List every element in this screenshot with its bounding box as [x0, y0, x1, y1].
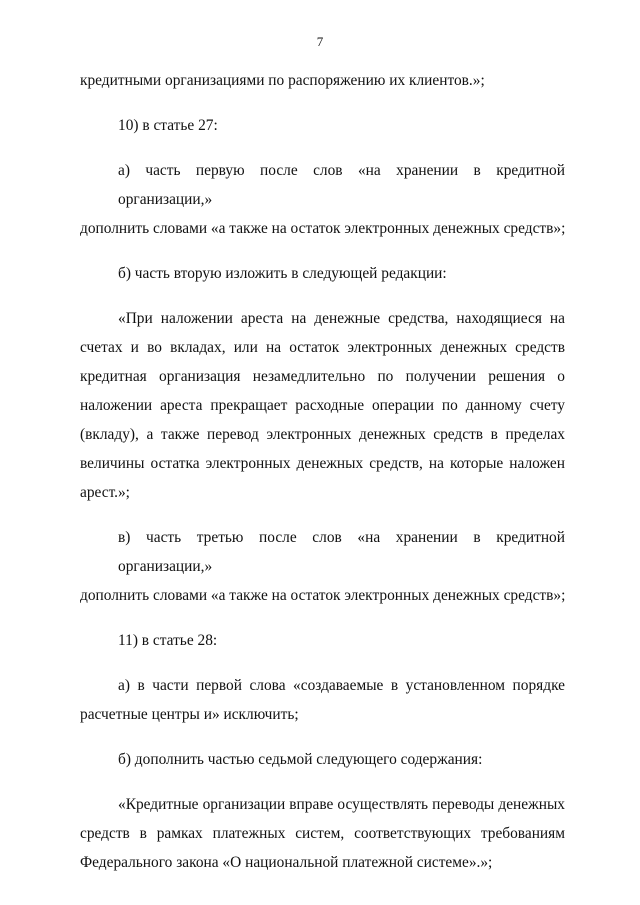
paragraph — [80, 259, 565, 288]
text-line: «Кредитные организации вправе осуществлять переводы денежных — [118, 796, 565, 813]
paragraph — [80, 156, 565, 243]
paragraph — [80, 523, 565, 610]
text-line: арест.»; — [80, 484, 130, 501]
paragraph — [80, 304, 565, 507]
text-line: наложении ареста прекращает расходные операции по данному счету — [80, 397, 565, 414]
text-line: б) часть вторую изложить в следующей редакции: — [118, 265, 447, 282]
paragraph — [80, 111, 565, 140]
text-line: «При наложении ареста на денежные средства, находящиеся на — [118, 310, 565, 327]
text-line: а) в части первой слова «создаваемые в установленном порядке — [118, 677, 565, 694]
text-line: средств в рамках платежных систем, соответствующих требованиям — [80, 825, 565, 842]
text-line: дополнить словами «а также на остаток электронных денежных средств»; — [80, 587, 566, 604]
text-line: в) часть третью после слов «на хранении в кредитной организации,» — [118, 529, 565, 575]
text-line: кредитными организациями по распоряжению их клиентов.»; — [80, 72, 485, 89]
text-line: дополнить словами «а также на остаток электронных денежных средств»; — [80, 220, 566, 237]
page-number: 7 — [316, 34, 324, 49]
text-line: счетах и во вкладах, или на остаток электронных денежных средств — [80, 339, 565, 356]
text-line: величины остатка электронных денежных средств, на которые наложен — [80, 455, 565, 472]
paragraph — [80, 790, 565, 877]
text-line: б) дополнить частью седьмой следующего содержания: — [118, 751, 483, 768]
text-line: (вкладу), а также перевод электронных денежных средств в пределах — [80, 426, 565, 443]
text-line: кредитная организация незамедлительно по получении решения о — [80, 368, 565, 385]
text-line: 10) в статье 27: — [118, 117, 218, 134]
text-line: Федерального закона «О национальной платежной системе».»; — [80, 854, 493, 871]
document-body — [80, 66, 565, 893]
text-line: 11) в статье 28: — [118, 632, 218, 649]
paragraph — [80, 745, 565, 774]
paragraph — [80, 626, 565, 655]
paragraph — [80, 66, 565, 95]
text-line: а) часть первую после слов «на хранении в кредитной организации,» — [118, 162, 565, 208]
text-line: расчетные центры и» исключить; — [80, 706, 299, 723]
paragraph — [80, 671, 565, 729]
